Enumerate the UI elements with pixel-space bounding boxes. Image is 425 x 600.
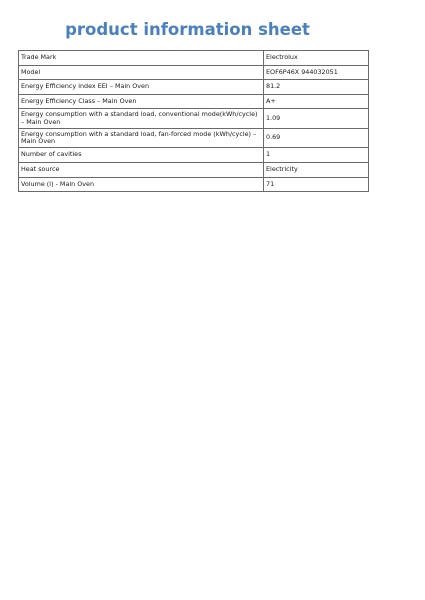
table-row	[19, 65, 369, 80]
row-label: Trade Mark	[19, 51, 264, 66]
row-value: 1.09	[264, 109, 369, 129]
row-label: Model	[19, 65, 264, 80]
row-label: Energy Efficiency Class – Main Oven	[19, 94, 264, 109]
product-info-table	[18, 50, 369, 192]
table-row	[19, 162, 369, 177]
row-value: 1	[264, 148, 369, 163]
row-value: 71	[264, 177, 369, 192]
row-value: 0.69	[264, 128, 369, 148]
row-value: A+	[264, 94, 369, 109]
row-value: Electrolux	[264, 51, 369, 66]
row-label: Energy Efficiency index EEI – Main Oven	[19, 80, 264, 95]
row-label: Heat source	[19, 162, 264, 177]
table-row	[19, 148, 369, 163]
table-row	[19, 109, 369, 129]
table-row	[19, 51, 369, 66]
row-value: 81.2	[264, 80, 369, 95]
row-label: Volume (l) - Main Oven	[19, 177, 264, 192]
table-row	[19, 177, 369, 192]
row-value: Electricity	[264, 162, 369, 177]
row-label: Energy consumption with a standard load, conventional mode(kWh/cycle) – Main Oven	[19, 109, 264, 129]
table-row	[19, 128, 369, 148]
row-label: Energy consumption with a standard load, fan-forced mode (kWh/cycle) – Main Oven	[19, 128, 264, 148]
table-row	[19, 80, 369, 95]
page-title: product information sheet	[65, 20, 310, 39]
table-row	[19, 94, 369, 109]
row-value: EOF6P46X 944032051	[264, 65, 369, 80]
row-label: Number of cavities	[19, 148, 264, 163]
